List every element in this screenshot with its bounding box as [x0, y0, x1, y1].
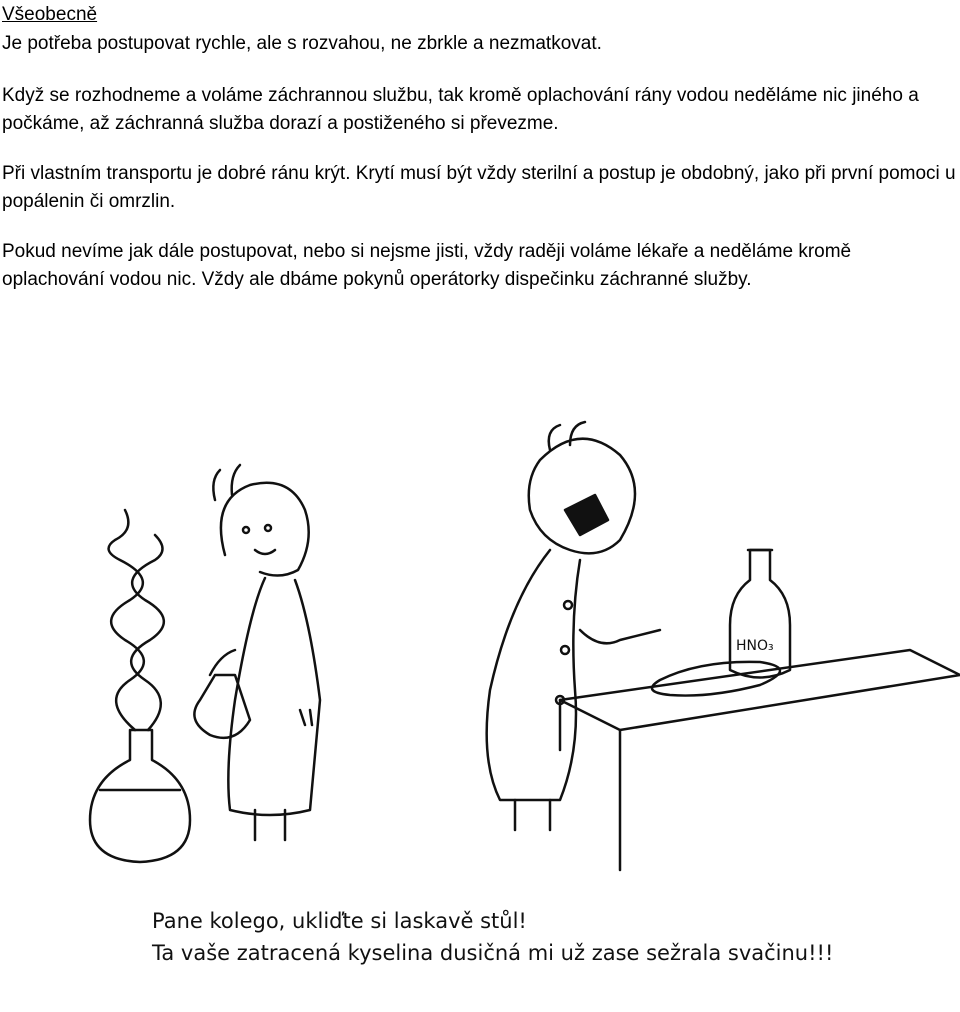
- paragraph-1: Je potřeba postupovat rychle, ale s rozvahou, ne zbrkle a nezmatkovat.: [2, 33, 602, 54]
- bottle-label: HNO₃: [736, 638, 774, 654]
- caption-line-1: Pane kolego, ukliďte si laskavě stůl!: [152, 909, 527, 933]
- right-scientist-icon: [487, 422, 660, 830]
- paragraph-2: Když se rozhodneme a voláme záchrannou službu, tak kromě oplachování rány vodou neděláme nic jiného a počkáme, až záchranná služba dorazí a postiženého si převezme.: [2, 85, 919, 134]
- flask-with-fumes-icon: [90, 510, 190, 862]
- document-text: [2, 0, 958, 316]
- section-heading: Všeobecně: [2, 4, 98, 25]
- left-scientist-icon: [194, 465, 320, 840]
- lab-table-icon: [560, 650, 960, 870]
- paragraph-4: Pokud nevíme jak dále postupovat, nebo si nejsme jisti, vždy raději voláme lékaře a neděláme kromě oplachování vodou nic. Vždy ale dbáme pokynů operátorky dispečinku záchranné služby.: [2, 241, 852, 290]
- paragraph-3: Při vlastním transportu je dobré ránu krýt. Krytí musí být vždy sterilní a postup je obdobný, jako při první pomoci u popálenin či omrzlin.: [2, 163, 956, 212]
- caption-line-2: Ta vaše zatracená kyselina dusičná mi už zase sežrala svačinu!!!: [152, 941, 834, 965]
- cartoon-illustration: [60, 400, 960, 1012]
- acid-bottle-icon: [730, 550, 790, 678]
